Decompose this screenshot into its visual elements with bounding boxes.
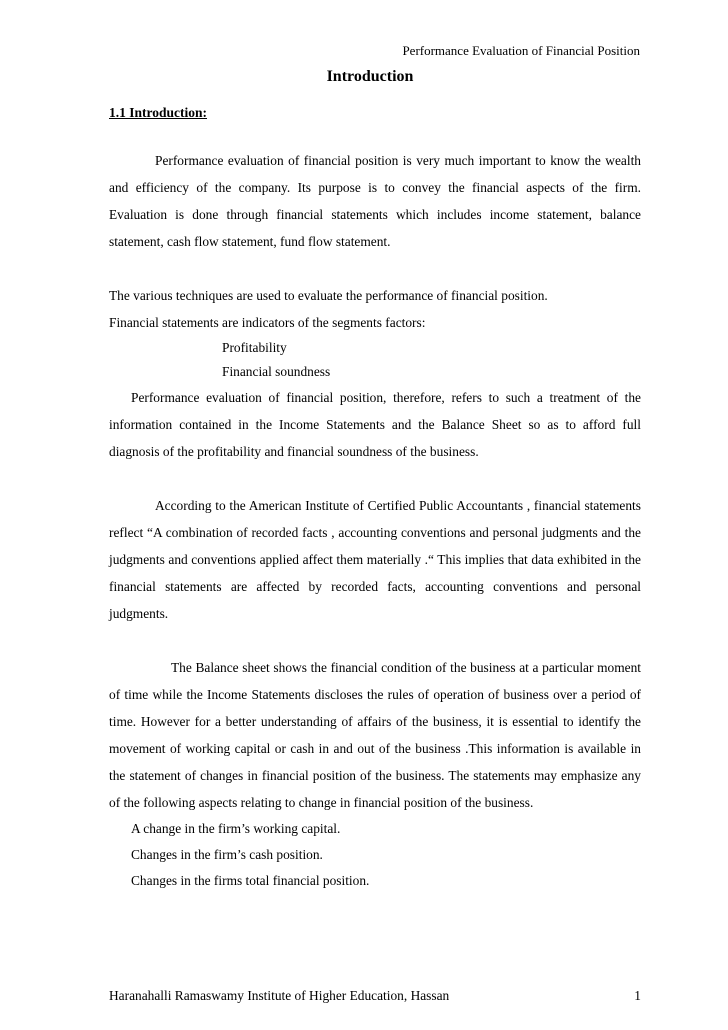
list-item: Profitability — [222, 340, 287, 355]
paragraph-balance-sheet: The Balance sheet shows the financial condition of the business at a particular moment of time while the Income Statements discloses the rules of operation of business over a period of time. However for a better understanding of affairs of the business, it is essential to identify the movement of working capital or cash in and out of the business .This information is available in the statement of changes in financial position of the business. The statements may emphasize any of the following aspects relating to change in financial position of the business. — [109, 660, 641, 810]
list-item: A change in the firm’s working capital. — [131, 821, 341, 836]
running-header: Performance Evaluation of Financial Position — [402, 43, 640, 58]
paragraph-gap — [109, 627, 641, 654]
footer-institution: Haranahalli Ramaswamy Institute of Higher Education, Hassan — [109, 988, 450, 1003]
paragraph-treatment: Performance evaluation of financial position, therefore, refers to such a treatment of the information contained in the Income Statements and the Balance Sheet so as to afford full diagnosis of the profitability and financial soundness of the business. — [109, 390, 641, 459]
section-heading: 1.1 Introduction: — [109, 105, 208, 120]
list-item: Financial soundness — [222, 364, 331, 379]
list-item: Changes in the firm’s cash position. — [131, 847, 323, 862]
body-text — [109, 147, 641, 894]
paragraph-gap — [109, 255, 641, 282]
list-item: Changes in the firms total financial position. — [131, 873, 370, 888]
page-number: 1 — [634, 988, 641, 1003]
paragraph-indicators: Financial statements are indicators of the segments factors: — [109, 315, 426, 330]
paragraph-gap — [109, 465, 641, 492]
paragraph-purpose: Performance evaluation of financial position is very much important to know the wealth and efficiency of the company. Its purpose is to convey the financial aspects of the firm. Evaluation is done through financial statements which includes income statement, balance statement, cash flow statement, fund flow statement. — [109, 153, 641, 249]
paragraph-aicpa: According to the American Institute of Certified Public Accountants , financial statements reflect “A combination of recorded facts , accounting conventions and personal judgments and the judgments and conventions applied affect them materially .“ This implies that data exhibited in the financial statements are affected by recorded facts, accounting conventions and personal judgments. — [109, 498, 641, 621]
paragraph-techniques: The various techniques are used to evaluate the performance of financial position. — [109, 288, 548, 303]
page-title: Introduction — [326, 68, 414, 85]
